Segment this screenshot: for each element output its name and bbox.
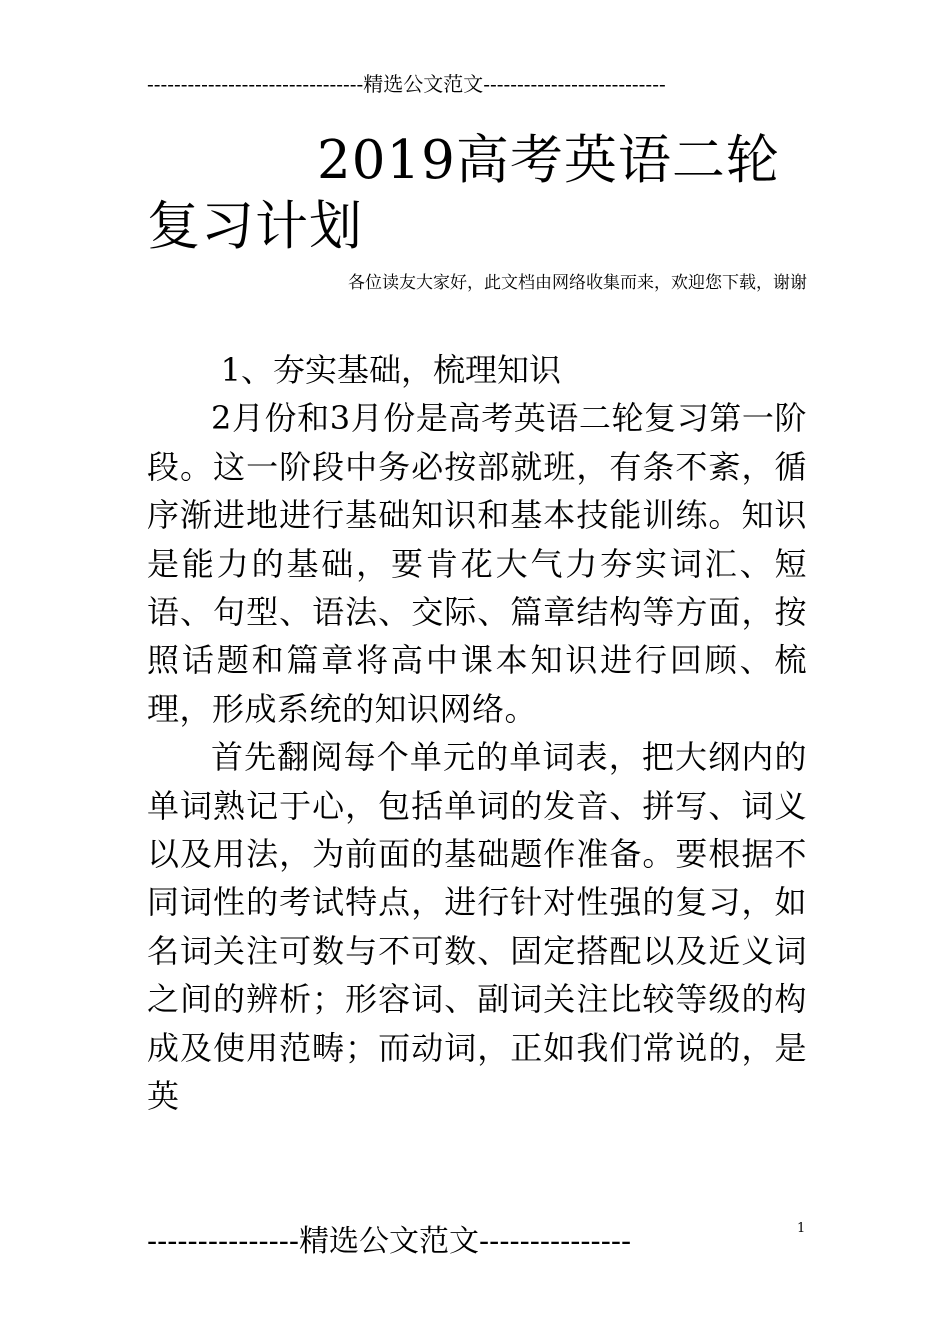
body-paragraph: 首先翻阅每个单元的单词表，把大纲内的单词熟记于心，包括单词的发音、拼写、词义以及用法，为前面的基础题作准备。要根据不同词性的考试特点，进行针对性强的复习，如名词关注可数与不可数、固定搭配以及近义词之间的辨析；形容词、副词关注比较等级的构成及使用范畴；而动词，正如我们常说的，是英 xyxy=(147,738,807,1116)
document-title: 2019高考英语二轮复习计划 xyxy=(147,130,780,257)
body-paragraph: 2月份和3月份是高考英语二轮复习第一阶段。这一阶段中务必按部就班，有条不紊，循序渐进地进行基础知识和基本技能训练。知识是能力的基础，要肯花大气力夯实词汇、短语、句型、语法、交际、篇章结构等方面，按照话题和篇章将高中课本知识进行回顾、梳理，形成系统的知识网络。 xyxy=(147,399,807,728)
page-number: 1 xyxy=(797,1221,806,1236)
document-body xyxy=(147,346,807,1121)
page-footer: ---------------精选公文范文--------------- xyxy=(147,1224,632,1259)
page-header: --------------------------------精选公文范文--------------------------- xyxy=(147,72,666,96)
download-greeting: 各位读友大家好，此文档由网络收集而来，欢迎您下载，谢谢 xyxy=(348,273,807,293)
section-heading: 1、夯实基础，梳理知识 xyxy=(220,351,561,389)
